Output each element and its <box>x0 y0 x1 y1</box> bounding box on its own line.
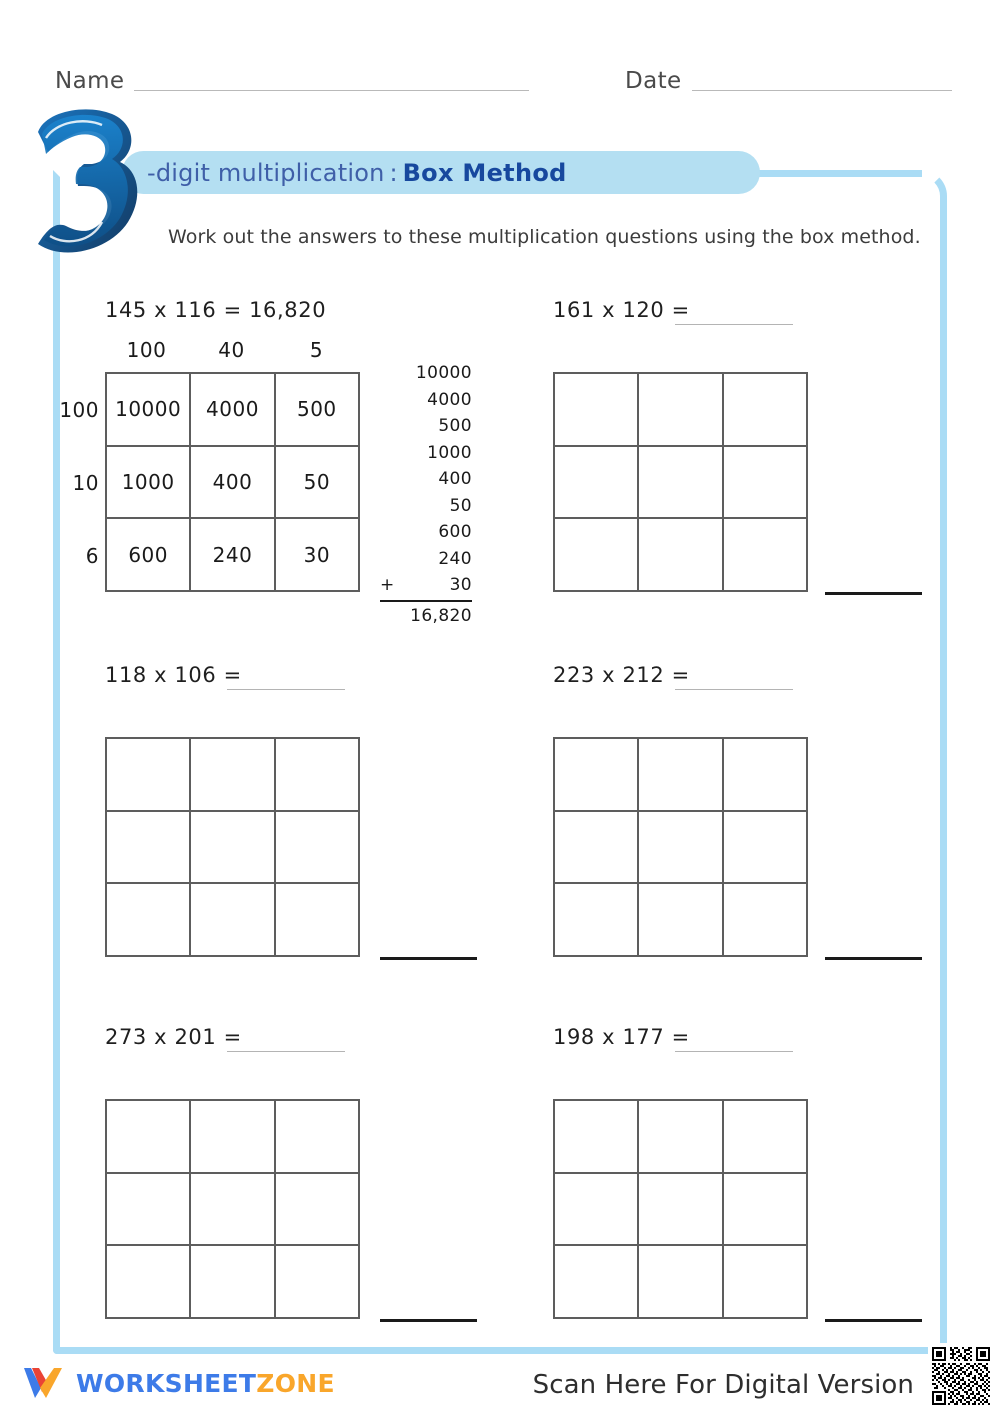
box-method-grid-example <box>105 372 360 592</box>
final-answer-line-6[interactable] <box>825 1319 922 1322</box>
addend-value: 30 <box>449 575 472 595</box>
qr-code-icon[interactable] <box>928 1343 994 1409</box>
addend: 240 <box>438 548 472 569</box>
addition-total: 16,820 <box>410 605 472 626</box>
problem-question-5: 273 x 201 = <box>105 1025 242 1049</box>
scan-instruction-text: Scan Here For Digital Version <box>532 1370 914 1400</box>
grid-cell[interactable] <box>276 884 360 957</box>
grid-cell[interactable] <box>724 739 808 812</box>
grid-cell[interactable] <box>724 374 808 447</box>
answer-blank-6[interactable] <box>675 1051 793 1052</box>
grid-cell[interactable] <box>107 884 191 957</box>
grid-cell[interactable] <box>555 884 639 957</box>
name-field <box>55 70 529 93</box>
grid-cell[interactable] <box>555 447 639 520</box>
grid-cell[interactable] <box>191 1101 275 1174</box>
answer-blank-5[interactable] <box>227 1051 345 1052</box>
grid-cell[interactable] <box>107 739 191 812</box>
grid-cell[interactable] <box>555 374 639 447</box>
addend: 500 <box>438 416 472 436</box>
column-header-2: 5 <box>309 338 324 362</box>
grid-cell[interactable]: 1000 <box>107 447 191 520</box>
logo-v-mark-icon <box>22 1366 66 1400</box>
numeral-three-graphic <box>26 104 146 264</box>
grid-cell[interactable] <box>639 884 723 957</box>
grid-cell[interactable] <box>555 812 639 885</box>
grid-cell[interactable] <box>191 884 275 957</box>
problem-question-6: 198 x 177 = <box>553 1025 690 1049</box>
box-method-grid-5 <box>105 1099 360 1319</box>
grid-cell[interactable] <box>724 519 808 592</box>
title-emphasis: Box Method <box>402 158 567 187</box>
grid-cell[interactable] <box>639 1101 723 1174</box>
problem-question-3: 118 x 106 = <box>105 663 242 687</box>
grid-cell[interactable] <box>639 812 723 885</box>
grid-cell[interactable]: 240 <box>191 519 275 592</box>
grid-cell[interactable] <box>107 812 191 885</box>
grid-cell[interactable] <box>191 1174 275 1247</box>
grid-cell[interactable] <box>639 447 723 520</box>
box-method-grid-4 <box>553 737 808 957</box>
box-method-grid-3 <box>105 737 360 957</box>
grid-cell[interactable]: 600 <box>107 519 191 592</box>
problem-question-example: 145 x 116 = 16,820 <box>105 298 327 322</box>
title-separator: : <box>389 158 398 187</box>
grid-cell[interactable] <box>107 1174 191 1247</box>
grid-cell[interactable] <box>724 1246 808 1319</box>
decorative-frame-top-bar <box>752 170 922 177</box>
addend: 10000 <box>415 363 472 383</box>
grid-cell[interactable] <box>555 1174 639 1247</box>
grid-cell[interactable] <box>639 1246 723 1319</box>
worksheet-zone-logo[interactable] <box>22 1366 335 1400</box>
addend: 1000 <box>427 442 472 463</box>
addition-column-example <box>380 360 472 626</box>
grid-cell[interactable] <box>639 374 723 447</box>
addition-rule <box>380 600 472 602</box>
grid-cell[interactable] <box>639 1174 723 1247</box>
grid-cell[interactable] <box>639 739 723 812</box>
grid-cell[interactable] <box>555 519 639 592</box>
grid-cell[interactable] <box>724 812 808 885</box>
answer-blank-3[interactable] <box>227 689 345 690</box>
answer-blank-4[interactable] <box>675 689 793 690</box>
final-answer-line-3[interactable] <box>380 957 477 960</box>
grid-cell[interactable]: 10000 <box>107 374 191 447</box>
grid-cell[interactable] <box>276 812 360 885</box>
grid-cell[interactable] <box>276 1101 360 1174</box>
grid-cell[interactable] <box>724 884 808 957</box>
grid-cell[interactable] <box>191 812 275 885</box>
row-header-1: 10 <box>72 471 99 495</box>
addend: 400 <box>438 469 472 489</box>
grid-cell[interactable]: 30 <box>276 519 360 592</box>
addend-last <box>380 572 472 599</box>
grid-cell[interactable] <box>555 739 639 812</box>
date-field <box>625 70 952 93</box>
name-input-line[interactable] <box>134 90 529 91</box>
grid-cell[interactable] <box>724 447 808 520</box>
row-header-0: 100 <box>59 398 99 422</box>
grid-cell[interactable] <box>191 739 275 812</box>
name-label: Name <box>55 68 125 94</box>
title-prefix: -digit multiplication <box>147 158 385 187</box>
grid-cell[interactable] <box>724 1174 808 1247</box>
addend: 4000 <box>427 389 472 410</box>
grid-cell[interactable] <box>724 1101 808 1174</box>
grid-cell[interactable] <box>107 1246 191 1319</box>
grid-cell[interactable] <box>555 1101 639 1174</box>
grid-cell[interactable] <box>107 1101 191 1174</box>
grid-cell[interactable]: 50 <box>276 447 360 520</box>
worksheet-title-banner <box>122 151 760 194</box>
date-input-line[interactable] <box>692 90 952 91</box>
box-method-grid-2 <box>553 372 808 592</box>
grid-cell[interactable] <box>555 1246 639 1319</box>
instruction-text: Work out the answers to these multiplication questions using the box method. <box>168 226 921 248</box>
grid-cell[interactable]: 4000 <box>191 374 275 447</box>
grid-cell[interactable] <box>276 1174 360 1247</box>
addend: 600 <box>438 522 472 542</box>
final-answer-line-2[interactable] <box>825 592 922 595</box>
final-answer-line-4[interactable] <box>825 957 922 960</box>
grid-cell[interactable]: 400 <box>191 447 275 520</box>
plus-operator-icon: + <box>380 575 395 595</box>
grid-cell[interactable] <box>639 519 723 592</box>
answer-blank-2[interactable] <box>675 324 793 325</box>
problem-question-4: 223 x 212 = <box>553 663 690 687</box>
final-answer-line-5[interactable] <box>380 1319 477 1322</box>
column-header-0: 100 <box>126 338 167 362</box>
problem-question-2: 161 x 120 = <box>553 298 690 322</box>
date-label: Date <box>625 68 682 94</box>
box-method-grid-6 <box>553 1099 808 1319</box>
row-header-2: 6 <box>85 544 99 568</box>
grid-cell[interactable] <box>276 739 360 812</box>
grid-cell[interactable] <box>191 1246 275 1319</box>
addend: 50 <box>449 495 472 516</box>
grid-cell[interactable] <box>276 1246 360 1319</box>
logo-word-zone: ZONE <box>256 1368 335 1398</box>
logo-wordmark <box>76 1369 335 1398</box>
logo-word-worksheet: WORKSHEET <box>76 1368 257 1398</box>
column-header-1: 40 <box>218 338 245 362</box>
grid-cell[interactable]: 500 <box>276 374 360 447</box>
